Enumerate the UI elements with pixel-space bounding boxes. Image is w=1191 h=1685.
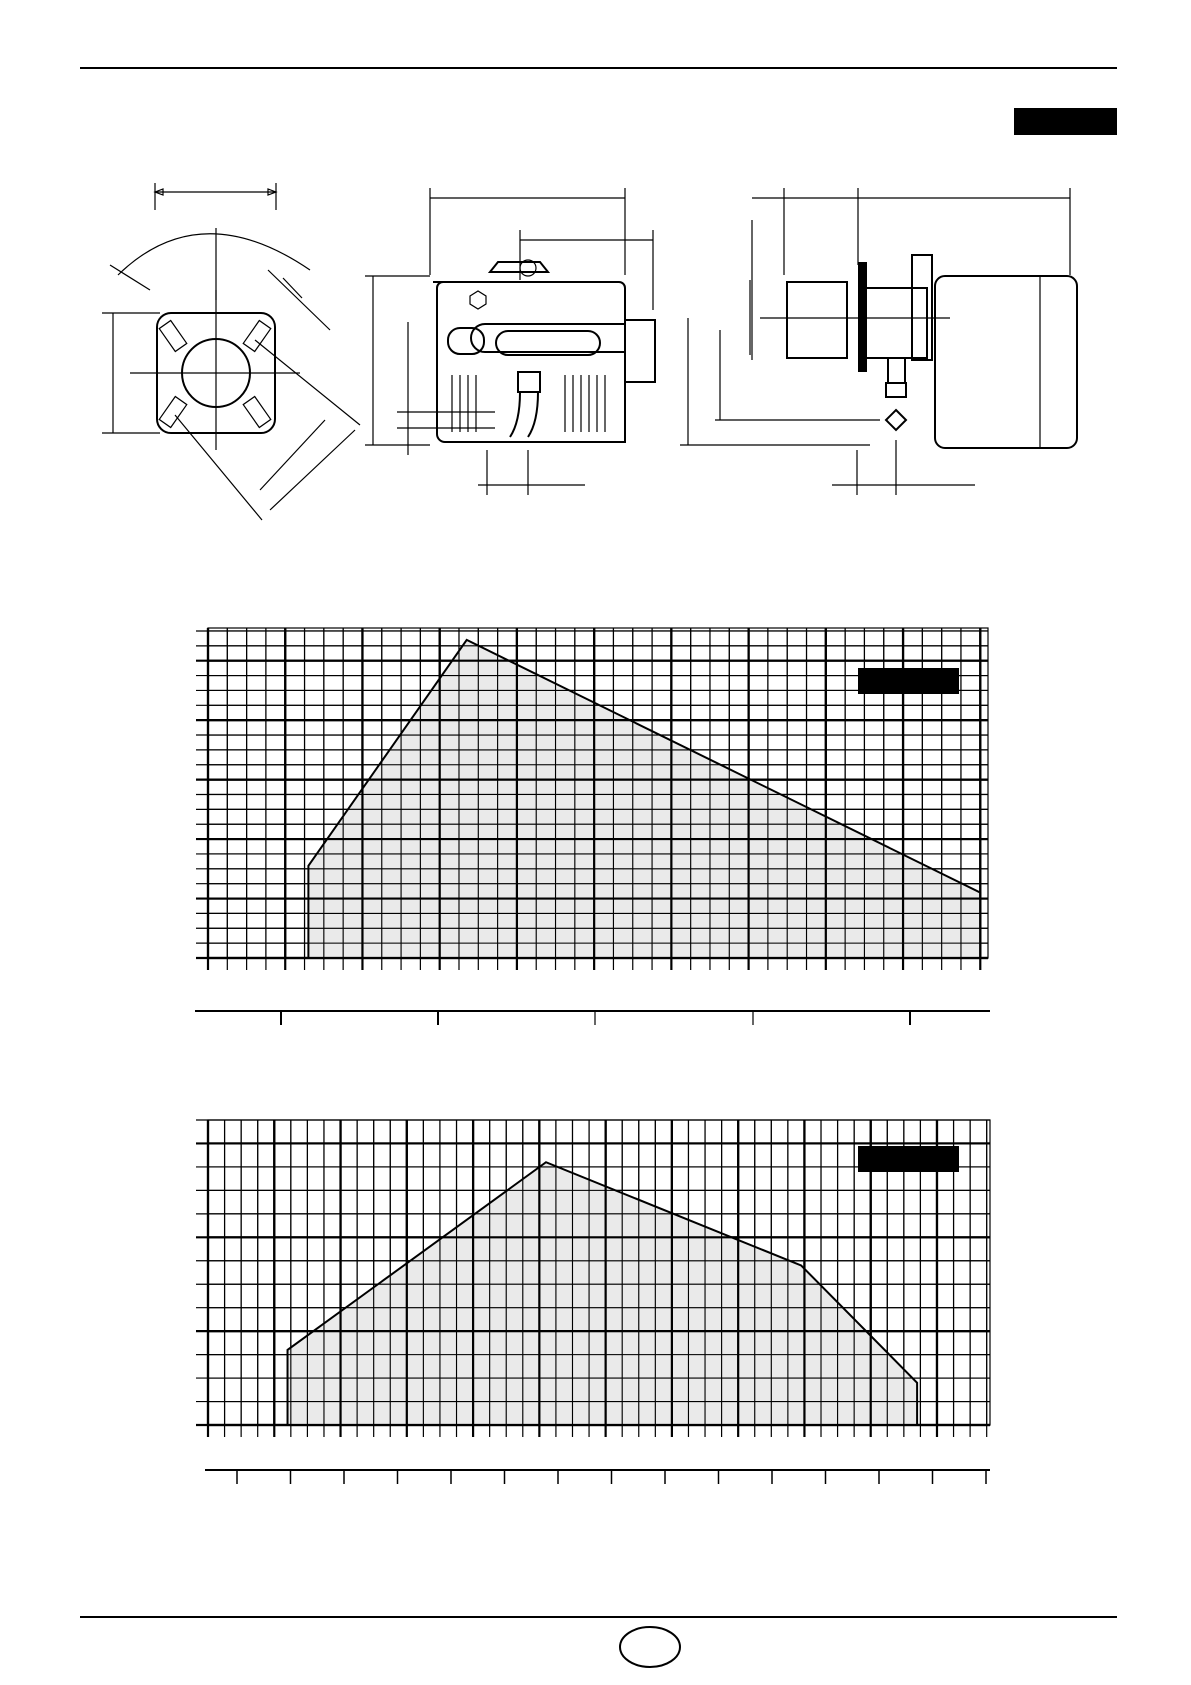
burner-side-view-drawing (680, 188, 1077, 495)
chart1-secondary-axis (195, 1011, 990, 1025)
chart1-badge (858, 668, 959, 694)
operating-range-area (288, 1162, 918, 1425)
chart2-badge (858, 1146, 959, 1172)
header-badge (1014, 108, 1117, 135)
chart2-secondary-axis (205, 1470, 990, 1484)
page-number-oval (620, 1627, 680, 1667)
mounting-flange-drawing (102, 183, 360, 520)
burner-front-view-drawing (365, 188, 655, 495)
